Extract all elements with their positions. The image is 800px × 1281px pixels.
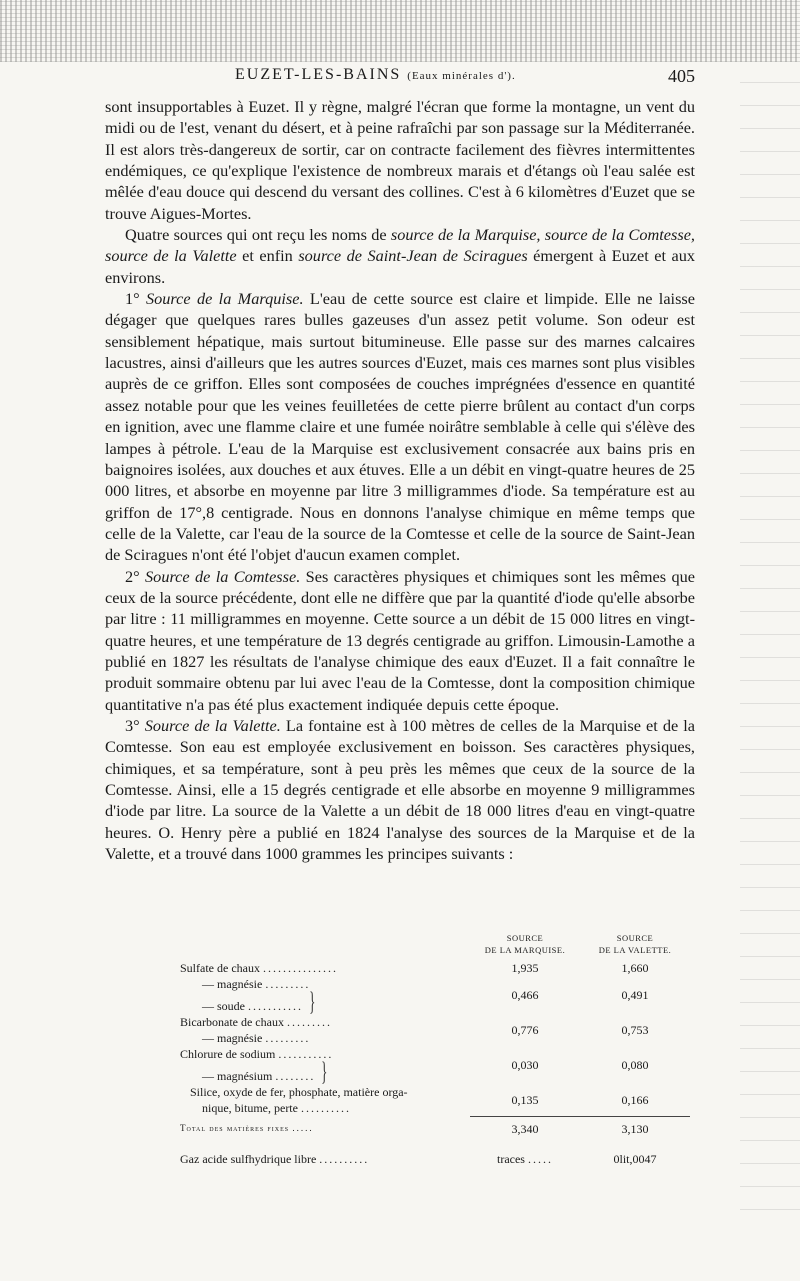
paragraph-valette [105,715,695,864]
running-title-main: EUZET-LES-BAINS [235,66,402,83]
gas-valette: 0lit,0047 [613,1151,657,1166]
total-valette: 3,130 [580,1116,690,1137]
section-title-marquise: Source de la Marquise. [146,289,304,309]
row-label: Bicarbonate de chaux [180,1015,284,1029]
row-label-2: — magnésie [202,1031,263,1045]
running-title [235,66,516,84]
col-header-valette: SOURCE DE LA VALETTE. [598,933,672,955]
paragraph-sources [105,224,695,288]
row-label: — magnésie [202,977,263,991]
paragraph-sources-pre: Quatre sources qui ont reçu les noms de [125,225,391,245]
paragraph-comtesse-text: Ses caractères physiques et chimiques sont les mêmes que ceux de la source précédente, dont elle ne diffère que par la quantité d'iode qu'elle absorbe par litre : 11 milligrammes en moyenne. Cette source a un débit de 15 000 litres en vingt-quatre heures, et une température de 13 degrés centigrade au griffon. Limousin-Lamothe a publié en 1827 les résultats de l'analyse chimique des eaux d'Euzet. Il a fait connaître le produit sommaire obtenu par lui avec l'eau de la Comtesse, dont la composition chimique quantitative n'a pas été plus exactement indiquée depuis cette époque. [105,566,695,714]
source-names-italic-2: source de Saint-Jean de Sciragues [298,246,528,266]
running-title-paren: (Eaux minérales d'). [407,70,516,82]
paragraph-comtesse [105,566,695,715]
body-text [105,96,695,864]
row-label: Sulfate de chaux [180,961,260,975]
table-row: Silice, oxyde de fer, phosphate, matière orga- nique, bitume, perte .......... 0,135 0,166 [180,1084,690,1116]
value-marquise: 0,776 [511,1023,539,1037]
scan-noise-top [0,0,800,62]
paragraph-marquise [105,288,695,565]
value-marquise: 1,935 [511,961,539,975]
paragraph-sources-mid: et enfin [236,246,299,266]
value-valette: 0,166 [621,1092,649,1107]
section-number: 2° [125,566,146,586]
paragraph-sources-post: émergent à Euzet et aux environs. [105,246,695,287]
row-label-2: — magnésium [202,1069,273,1083]
value-valette: 0,753 [621,1023,649,1037]
col-header-marquise: SOURCE DE LA MARQUISE. [484,933,566,955]
total-label: Total des matières fixes [180,1123,290,1134]
section-title-comtesse: Source de la Comtesse. [145,566,301,586]
scan-noise-right-margin [740,60,800,1210]
table-row: Chlorure de sodium ........... — magnésium ........ } 0,030 0,080 [180,1046,690,1084]
gas-label: Gaz acide sulfhydrique libre [180,1151,317,1166]
value-marquise: 0,030 [511,1058,539,1072]
paragraph-intro: sont insupportables à Euzet. Il y règne, malgré l'écran que forme la montagne, un vent du midi ou de l'est, venant du désert, et à peine rafraîchi par son passage sur la Méditerranée. Il est alors très-dangereux de sortir, car on contracte facilement des fièvres intermittentes endémiques, ce qu'explique l'existence de nombreux marais et d'étangs où l'eau salée est mêlée d'eau douce qui descend du versant des collines. C'est à 6 kilomètres d'Euzet que se trouve Aigues-Mortes. [105,97,695,223]
row-label-2: nique, bitume, perte [202,1101,298,1115]
gas-marquise: traces [497,1151,525,1166]
table-row: Bicarbonate de chaux ......... — magnésie ......... 0,776 0,753 [180,1014,690,1046]
paragraph-marquise-text: L'eau de cette source est claire et limpide. Elle ne laisse dégager que quelques rares bulles gazeuses d'un assez petit volume. Son odeur est sensiblement hépatique, mais surtout bitumineuse. Elle passe sur des marnes calcaires lacustres, ainsi d'ailleurs que les autres sources d'Euzet, mais ces marnes sont plus visibles auprès de ce griffon. Elles sont composées de couches imprégnées d'essence en quantité assez notable pour que les veines feuilletées de cette pierre brûlent au contact d'un corps en ignition, avec une flamme claire et une fumée noirâtre semblable à celle qui s'élève des lampes à pétrole. L'eau de la Marquise est exclusivement consacrée aux bains pris en baignoires isolées, aux douches et aux étuves. Elle a un débit en vingt-quatre heures de 25 000 litres, et absorbe en moyenne par litre 3 milligrammes d'iode. Sa température est au griffon de 17°,8 centigrade. Nous en donnons l'analyse chimique en même temps que celle de la Valette, car l'eau de la source de la Comtesse et celle de la source de Saint-Jean de Sciragues n'ont été l'objet d'aucun examen complet. [105,289,695,565]
value-valette: 0,491 [621,988,649,1002]
row-label: Chlorure de sodium [180,1047,276,1061]
page-number: 405 [668,66,695,86]
section-number: 1° [125,289,146,309]
table-row: Sulfate de chaux ............... 1,935 1,660 [180,960,690,976]
total-marquise: 3,340 [470,1116,580,1137]
source-names-italic-1: source de la Marquise, source de la Comtesse, source de la Valette [105,225,696,266]
value-marquise: 0,135 [511,1092,539,1107]
paragraph-valette-text: La fontaine est à 100 mètres de celles de la Marquise et de la Comtesse. Son eau est employée exclusivement en boisson. Ses caractères physiques, chimiques, et sa température, sont à peu près les mêmes que ceux de la source de la Comtesse. Ainsi, elle a 15 degrés centigrade et elle absorbe en moyenne 9 milligrammes d'iode par litre. La source de la Valette a un débit de 18 000 litres d'eau en vingt-quatre heures. O. Henry père a publié en 1824 l'analyse des sources de la Marquise et de la Valette, et a trouvé dans 1000 grammes les principes suivants : [105,715,695,864]
table-header-row [180,932,690,960]
page-header [105,66,695,90]
section-number: 3° [125,715,145,735]
row-label: Silice, oxyde de fer, phosphate, matière orga- [190,1085,408,1099]
section-title-valette: Source de la Valette. [144,715,281,735]
value-marquise: 0,466 [511,988,539,1002]
table-gas-row: Gaz acide sulfhydrique libre .......... traces ..... 0lit,0047 [180,1137,690,1167]
value-valette: 0,080 [621,1058,649,1072]
row-label-2: — soude [202,999,245,1013]
table-total-row: Total des matières fixes ..... 3,340 3,130 [180,1116,690,1137]
analysis-table [180,932,690,1167]
table-row: — magnésie ......... — soude ........... } 0,466 0,491 [180,976,690,1014]
value-valette: 1,660 [621,961,649,975]
